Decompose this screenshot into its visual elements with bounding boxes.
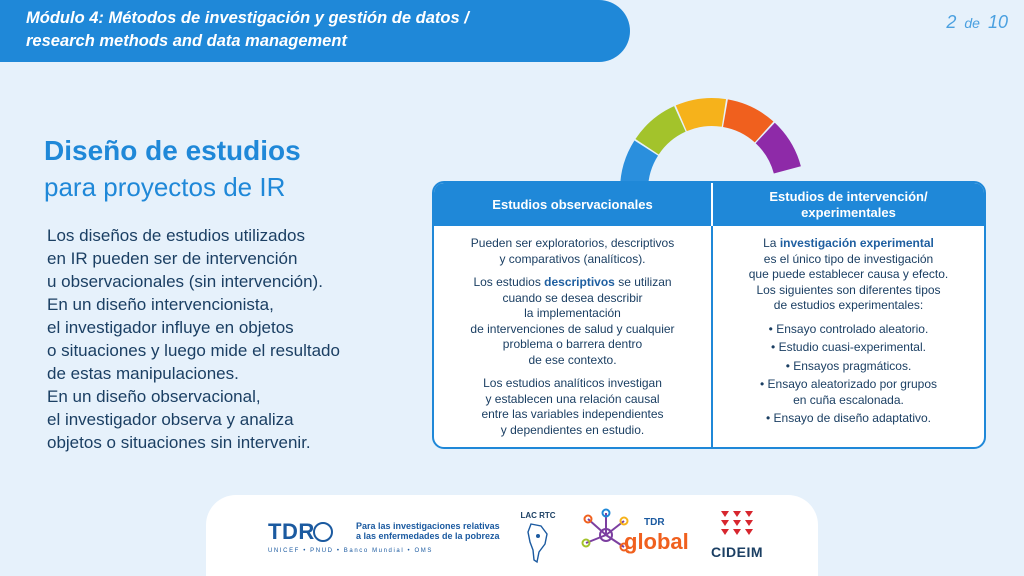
list-item: • Ensayo controlado aleatorio. xyxy=(721,322,976,338)
page-current: 2 xyxy=(946,12,957,32)
lac-rtc-logo xyxy=(518,511,558,571)
body-line: el investigador observa y analiza xyxy=(47,410,294,429)
obs-paragraph-2 xyxy=(442,275,703,368)
text-line: de estudios experimentales: xyxy=(773,298,924,312)
body-line: Los diseños de estudios utilizados xyxy=(47,226,305,245)
cideim-wordmark: CIDEIM xyxy=(711,544,763,560)
text-line: entre las variables independientes xyxy=(481,407,664,421)
highlight-descriptive: descriptivos xyxy=(544,275,615,289)
study-design-table xyxy=(432,181,986,449)
lac-rtc-title: LAC RTC xyxy=(520,511,556,520)
list-item-continuation: en cuña escalonada. xyxy=(793,392,904,407)
text-line: y dependientes en estudio. xyxy=(500,422,645,437)
header-interventional-line1: Estudios de intervención/ xyxy=(769,188,928,204)
text-run: se utilizan xyxy=(614,275,672,289)
cideim-mark-icon xyxy=(720,509,754,539)
tdr-tagline-1: Para las investigaciones relativas xyxy=(356,521,500,531)
text-line: Los siguientes son diferentes tipos xyxy=(756,282,941,297)
text-line: Los estudios analíticos investigan xyxy=(483,376,662,390)
highlight-experimental: investigación experimental xyxy=(779,236,934,250)
table-header xyxy=(434,183,984,226)
table-body xyxy=(434,226,984,449)
body-line: o situaciones y luego mide el resultado xyxy=(47,341,340,360)
page-total: 10 xyxy=(987,12,1008,32)
header-observational: Estudios observacionales xyxy=(434,183,713,226)
tdr-wordmark: TDR xyxy=(268,519,315,544)
rainbow-arc-decoration xyxy=(612,90,812,190)
text-line: que puede establecer causa y efecto. xyxy=(748,267,949,281)
global-wordmark: global xyxy=(624,529,689,554)
list-item: • Ensayo aleatorizado por grupos xyxy=(721,377,976,393)
globe-icon xyxy=(313,522,333,542)
text-line: y comparativos (analíticos). xyxy=(499,251,646,266)
list-item: • Ensayo de diseño adaptativo. xyxy=(721,411,976,427)
body-line: el investigador influye en objetos xyxy=(47,318,294,337)
text-line xyxy=(442,275,703,291)
experimental-types-list xyxy=(721,322,976,427)
int-paragraph-1 xyxy=(721,236,976,314)
text-line: es el único tipo de investigación xyxy=(763,251,934,266)
text-line xyxy=(721,236,976,252)
page-of: de xyxy=(964,15,980,31)
footer-logos xyxy=(206,495,818,576)
body-line: En un diseño observacional, xyxy=(47,387,261,406)
arc-segment xyxy=(676,98,726,131)
global-tdr-label: TDR xyxy=(644,517,665,528)
text-line: problema o barrera dentro xyxy=(502,337,643,351)
obs-paragraph-1 xyxy=(442,236,703,267)
text-line: la implementación xyxy=(524,306,621,320)
body-line: en IR pueden ser de intervención xyxy=(47,249,298,268)
list-item: • Estudio cuasi-experimental. xyxy=(721,340,976,356)
tdr-logo xyxy=(268,519,500,554)
text-line: de intervenciones de salud y cualquier xyxy=(470,321,675,336)
text-line: cuando se desea describir xyxy=(502,290,643,305)
text-line: y establecen una relación causal xyxy=(485,391,660,406)
text-line: de ese contexto. xyxy=(528,352,617,367)
page-title: Diseño de estudios xyxy=(44,135,301,166)
cideim-logo xyxy=(711,509,763,560)
module-header xyxy=(0,0,630,62)
body-line: objetos o situaciones sin intervenir. xyxy=(47,433,311,452)
latin-america-map-icon xyxy=(523,520,553,566)
body-line: de estas manipulaciones. xyxy=(47,364,239,383)
tdr-global-logo xyxy=(578,507,688,576)
header-line-1: Módulo 4: Métodos de investigación y gestión de datos / xyxy=(26,9,469,27)
tdr-partners: UNICEF • PNUD • Banco Mundial • OMS xyxy=(268,548,433,554)
header-interventional xyxy=(713,183,984,226)
list-item: • Ensayos pragmáticos. xyxy=(721,359,976,375)
body-line: En un diseño intervencionista, xyxy=(47,295,274,314)
observational-column xyxy=(434,226,713,449)
page-subtitle: para proyectos de IR xyxy=(44,172,286,202)
page-counter xyxy=(946,12,1008,33)
tdr-tagline xyxy=(356,521,500,541)
header-line-2: research methods and data management xyxy=(26,32,347,50)
obs-paragraph-3 xyxy=(442,376,703,438)
text-run: La xyxy=(763,236,780,250)
tdr-tagline-2: a las enfermedades de la pobreza xyxy=(356,531,500,541)
header-interventional-line2: experimentales xyxy=(801,204,896,220)
interventional-column xyxy=(713,226,984,449)
body-line: u observacionales (sin intervención). xyxy=(47,272,323,291)
text-run: Los estudios xyxy=(473,275,545,289)
text-line: Pueden ser exploratorios, descriptivos xyxy=(470,236,675,250)
body-text xyxy=(47,224,427,454)
